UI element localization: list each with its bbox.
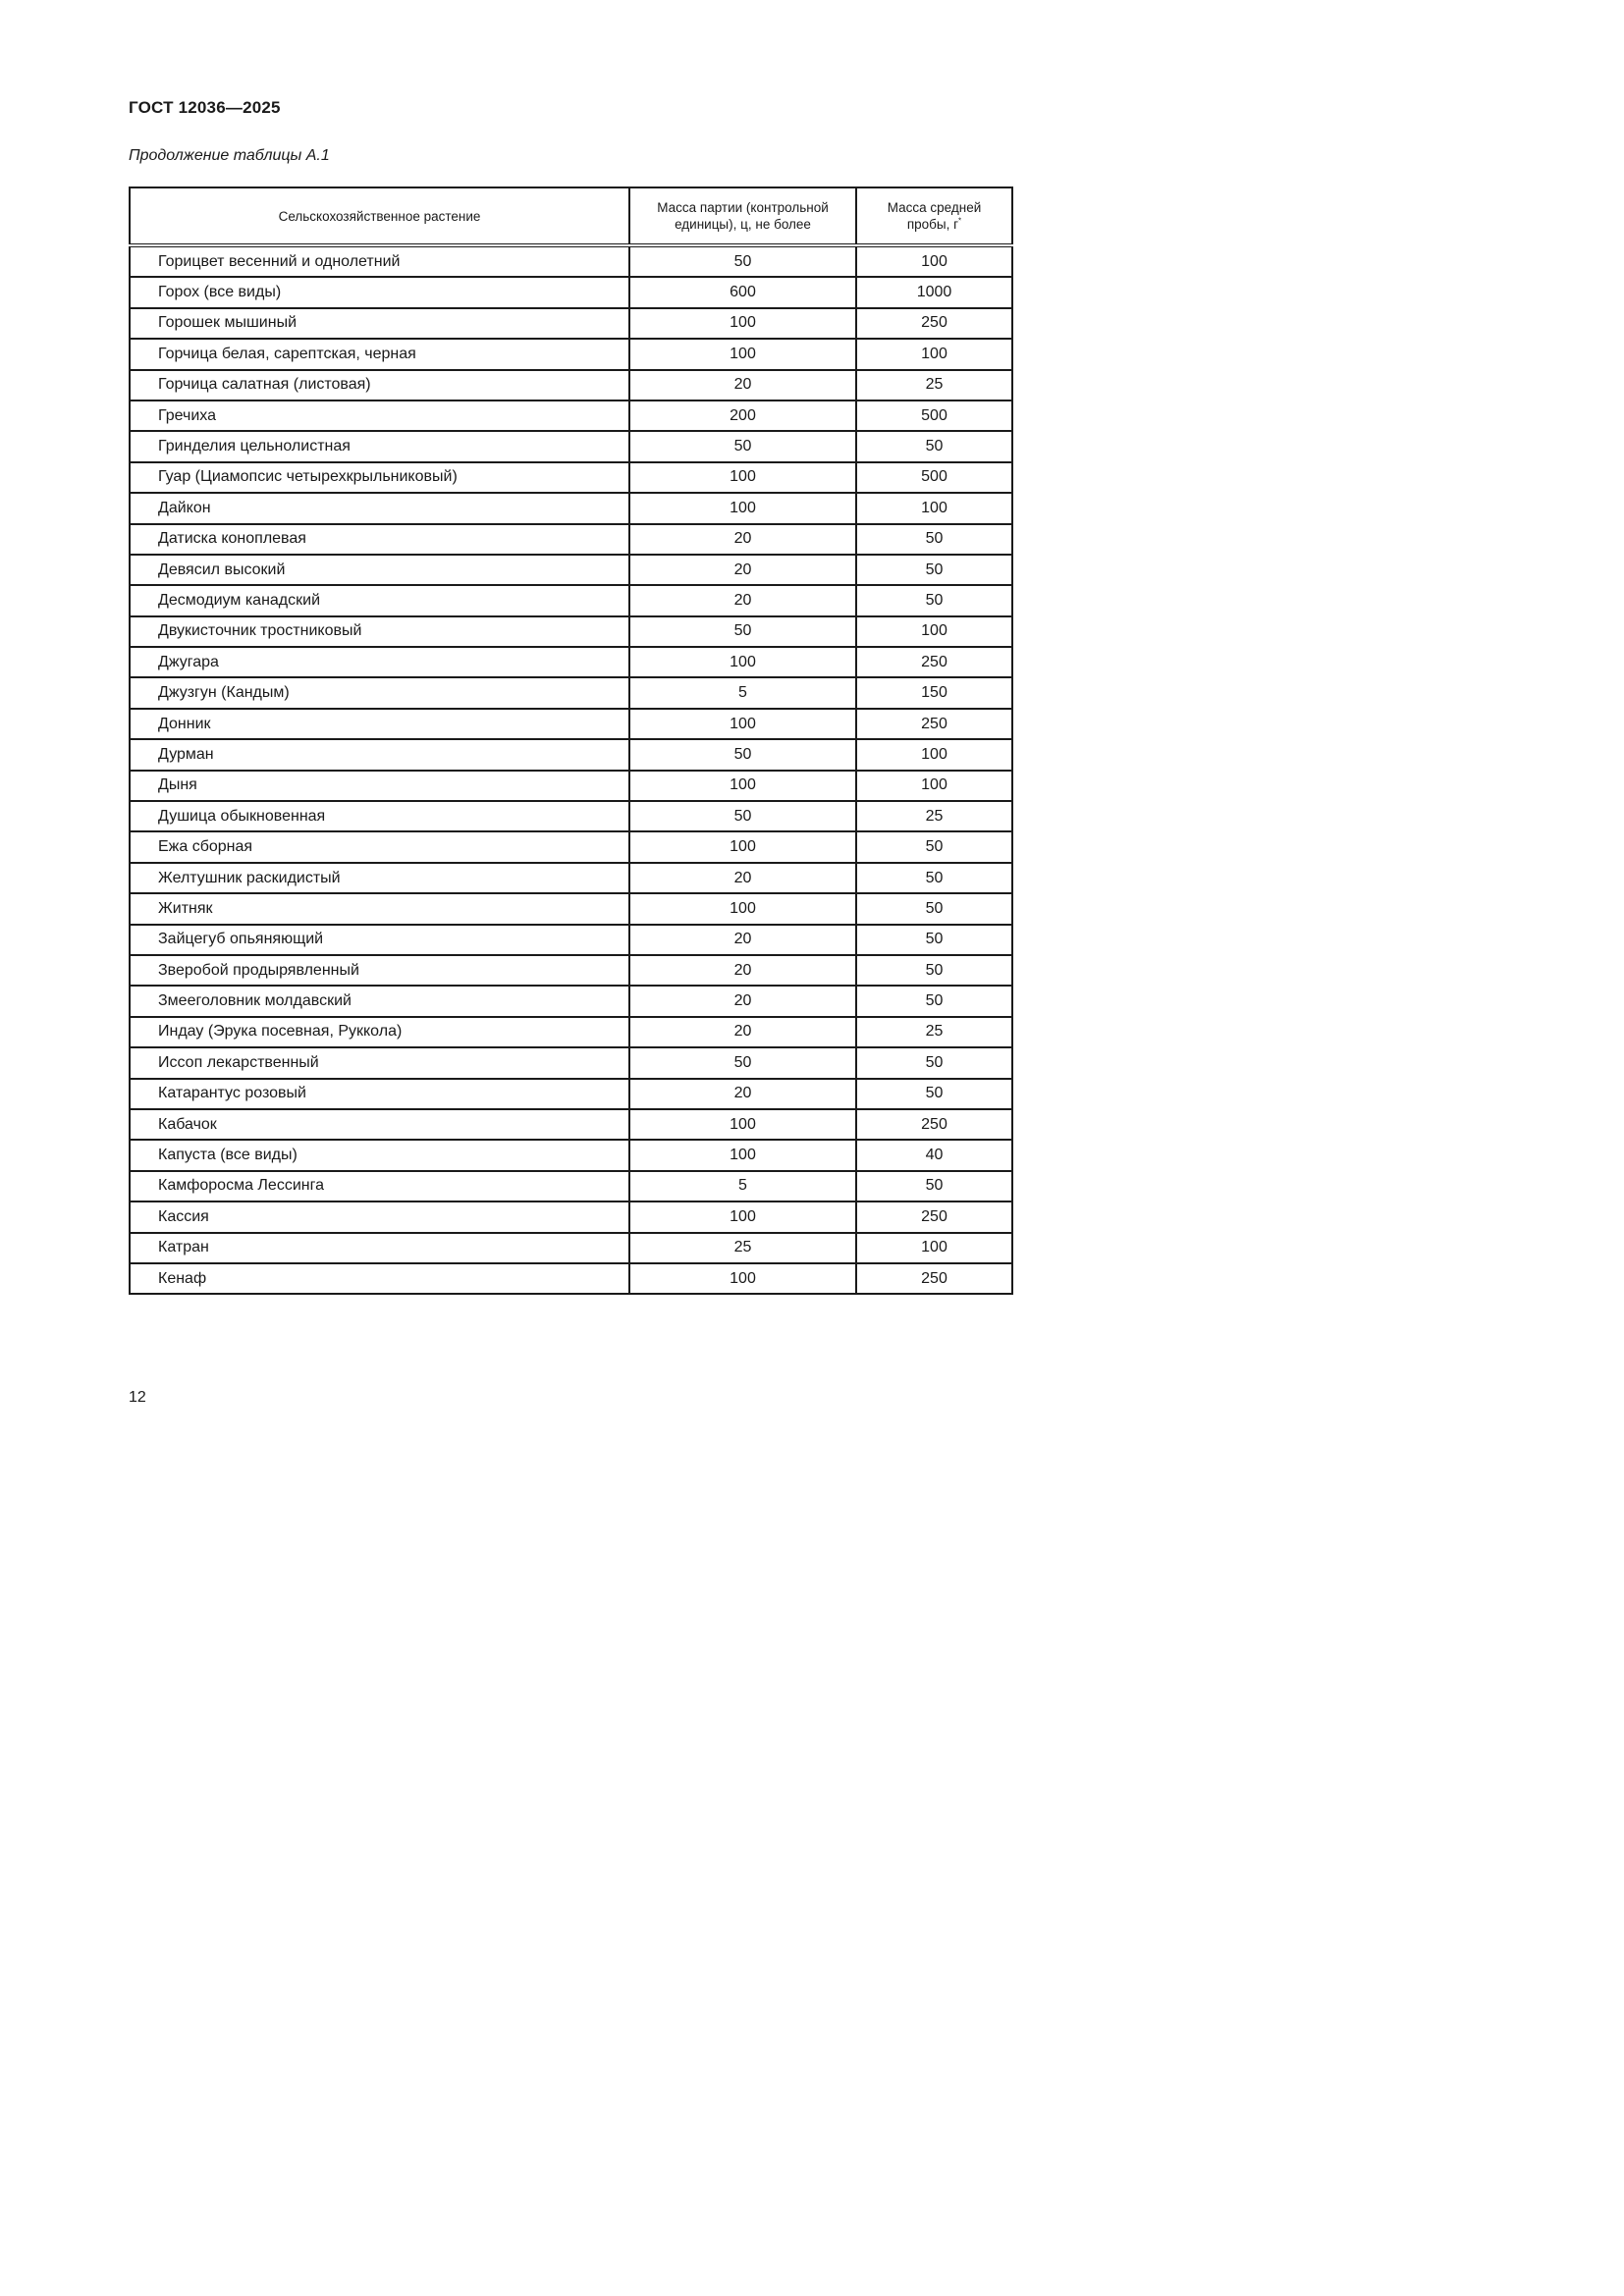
cell-sample-mass: 250: [856, 1109, 1012, 1140]
cell-sample-mass: 50: [856, 1079, 1012, 1109]
cell-plant: Кабачок: [130, 1109, 629, 1140]
seed-sample-table: [129, 187, 1013, 1295]
table-row: [130, 1201, 1012, 1232]
cell-lot-mass: 100: [629, 709, 856, 739]
cell-lot-mass: 100: [629, 1140, 856, 1170]
table-row: [130, 801, 1012, 831]
cell-lot-mass: 50: [629, 1047, 856, 1078]
table-row: [130, 1171, 1012, 1201]
cell-lot-mass: 20: [629, 925, 856, 955]
cell-lot-mass: 20: [629, 986, 856, 1016]
cell-lot-mass: 100: [629, 831, 856, 862]
cell-lot-mass: 50: [629, 739, 856, 770]
cell-lot-mass: 25: [629, 1233, 856, 1263]
cell-lot-mass: 50: [629, 245, 856, 277]
cell-sample-mass: 50: [856, 986, 1012, 1016]
cell-sample-mass: 50: [856, 1047, 1012, 1078]
cell-lot-mass: 100: [629, 339, 856, 369]
table-row: [130, 955, 1012, 986]
cell-plant: Камфоросма Лессинга: [130, 1171, 629, 1201]
table-row: [130, 1109, 1012, 1140]
cell-lot-mass: 100: [629, 1109, 856, 1140]
table-row: [130, 1263, 1012, 1294]
table-caption: Продолжение таблицы А.1: [129, 147, 330, 164]
cell-sample-mass: 100: [856, 739, 1012, 770]
cell-plant: Зверобой продырявленный: [130, 955, 629, 986]
cell-lot-mass: 100: [629, 308, 856, 339]
cell-plant: Джугара: [130, 647, 629, 677]
cell-plant: Гречиха: [130, 400, 629, 431]
cell-sample-mass: 50: [856, 585, 1012, 615]
table-row: [130, 925, 1012, 955]
cell-plant: Горчица салатная (листовая): [130, 370, 629, 400]
cell-sample-mass: 250: [856, 1263, 1012, 1294]
table-row: [130, 863, 1012, 893]
cell-sample-mass: 25: [856, 1017, 1012, 1047]
table-row: [130, 277, 1012, 307]
table-row: [130, 462, 1012, 493]
cell-plant: Иссоп лекарственный: [130, 1047, 629, 1078]
cell-sample-mass: 25: [856, 370, 1012, 400]
cell-lot-mass: 100: [629, 647, 856, 677]
cell-sample-mass: 40: [856, 1140, 1012, 1170]
cell-sample-mass: 100: [856, 339, 1012, 369]
cell-lot-mass: 100: [629, 493, 856, 523]
table-header-row: [130, 187, 1012, 245]
cell-plant: Кассия: [130, 1201, 629, 1232]
table-row: [130, 893, 1012, 924]
column-header-lot-mass: Масса партии (контрольной единицы), ц, не более: [629, 187, 856, 245]
cell-plant: Житняк: [130, 893, 629, 924]
document-code: ГОСТ 12036—2025: [129, 98, 281, 117]
cell-sample-mass: 50: [856, 863, 1012, 893]
cell-lot-mass: 20: [629, 524, 856, 555]
cell-sample-mass: 50: [856, 1171, 1012, 1201]
cell-plant: Горицвет весенний и однолетний: [130, 245, 629, 277]
cell-plant: Индау (Эрука посевная, Руккола): [130, 1017, 629, 1047]
cell-sample-mass: 100: [856, 616, 1012, 647]
cell-plant: Горчица белая, сарептская, черная: [130, 339, 629, 369]
cell-lot-mass: 100: [629, 893, 856, 924]
cell-sample-mass: 50: [856, 831, 1012, 862]
table-header: [130, 187, 1012, 245]
cell-lot-mass: 100: [629, 771, 856, 801]
cell-sample-mass: 50: [856, 925, 1012, 955]
table-row: [130, 1047, 1012, 1078]
table-row: [130, 1079, 1012, 1109]
table-row: [130, 431, 1012, 461]
cell-plant: Двукисточник тростниковый: [130, 616, 629, 647]
table-row: [130, 771, 1012, 801]
table-row: [130, 709, 1012, 739]
table-row: [130, 308, 1012, 339]
cell-plant: Дыня: [130, 771, 629, 801]
table-row: [130, 647, 1012, 677]
cell-plant: Желтушник раскидистый: [130, 863, 629, 893]
cell-lot-mass: 100: [629, 1263, 856, 1294]
table-row: [130, 245, 1012, 277]
cell-sample-mass: 100: [856, 1233, 1012, 1263]
cell-lot-mass: 20: [629, 370, 856, 400]
cell-plant: Кенаф: [130, 1263, 629, 1294]
cell-sample-mass: 25: [856, 801, 1012, 831]
cell-lot-mass: 100: [629, 1201, 856, 1232]
cell-lot-mass: 20: [629, 955, 856, 986]
cell-plant: Донник: [130, 709, 629, 739]
cell-plant: Джузгун (Кандым): [130, 677, 629, 708]
table-row: [130, 585, 1012, 615]
cell-lot-mass: 50: [629, 801, 856, 831]
cell-lot-mass: 100: [629, 462, 856, 493]
column-header-sample-mass-label: Масса средней пробы, г: [887, 200, 982, 232]
cell-sample-mass: 100: [856, 245, 1012, 277]
cell-sample-mass: 100: [856, 771, 1012, 801]
cell-sample-mass: 250: [856, 1201, 1012, 1232]
cell-plant: Зайцегуб опьяняющий: [130, 925, 629, 955]
table-row: [130, 524, 1012, 555]
cell-sample-mass: 50: [856, 955, 1012, 986]
cell-plant: Датиска коноплевая: [130, 524, 629, 555]
footnote-marker: *: [958, 216, 962, 226]
table-row: [130, 1017, 1012, 1047]
cell-plant: Ежа сборная: [130, 831, 629, 862]
cell-sample-mass: 250: [856, 647, 1012, 677]
cell-plant: Дурман: [130, 739, 629, 770]
cell-sample-mass: 50: [856, 893, 1012, 924]
cell-sample-mass: 1000: [856, 277, 1012, 307]
table-row: [130, 677, 1012, 708]
cell-lot-mass: 600: [629, 277, 856, 307]
cell-lot-mass: 5: [629, 677, 856, 708]
cell-plant: Дайкон: [130, 493, 629, 523]
cell-plant: Гуар (Циамопсис четырехкрыльниковый): [130, 462, 629, 493]
cell-plant: Горошек мышиный: [130, 308, 629, 339]
cell-sample-mass: 250: [856, 709, 1012, 739]
cell-plant: Горох (все виды): [130, 277, 629, 307]
cell-lot-mass: 20: [629, 555, 856, 585]
cell-lot-mass: 20: [629, 585, 856, 615]
table-row: [130, 831, 1012, 862]
table-row: [130, 370, 1012, 400]
cell-lot-mass: 20: [629, 1079, 856, 1109]
table-row: [130, 1233, 1012, 1263]
cell-lot-mass: 20: [629, 863, 856, 893]
table-row: [130, 339, 1012, 369]
cell-sample-mass: 50: [856, 431, 1012, 461]
cell-plant: Десмодиум канадский: [130, 585, 629, 615]
cell-lot-mass: 20: [629, 1017, 856, 1047]
cell-plant: Гринделия цельнолистная: [130, 431, 629, 461]
cell-plant: Змееголовник молдавский: [130, 986, 629, 1016]
cell-plant: Капуста (все виды): [130, 1140, 629, 1170]
cell-sample-mass: 500: [856, 462, 1012, 493]
cell-lot-mass: 200: [629, 400, 856, 431]
column-header-sample-mass: [856, 187, 1012, 245]
cell-plant: Катран: [130, 1233, 629, 1263]
cell-lot-mass: 5: [629, 1171, 856, 1201]
cell-plant: Девясил высокий: [130, 555, 629, 585]
column-header-plant: Сельскохозяйственное растение: [130, 187, 629, 245]
cell-sample-mass: 500: [856, 400, 1012, 431]
cell-sample-mass: 150: [856, 677, 1012, 708]
cell-sample-mass: 50: [856, 555, 1012, 585]
cell-lot-mass: 50: [629, 616, 856, 647]
table-row: [130, 493, 1012, 523]
cell-lot-mass: 50: [629, 431, 856, 461]
cell-sample-mass: 100: [856, 493, 1012, 523]
table-row: [130, 986, 1012, 1016]
table-row: [130, 616, 1012, 647]
page-number: 12: [129, 1389, 146, 1406]
cell-sample-mass: 250: [856, 308, 1012, 339]
table-row: [130, 1140, 1012, 1170]
cell-sample-mass: 50: [856, 524, 1012, 555]
table-body: [130, 245, 1012, 1294]
cell-plant: Душица обыкновенная: [130, 801, 629, 831]
table-row: [130, 400, 1012, 431]
table-row: [130, 555, 1012, 585]
cell-plant: Катарантус розовый: [130, 1079, 629, 1109]
table-row: [130, 739, 1012, 770]
